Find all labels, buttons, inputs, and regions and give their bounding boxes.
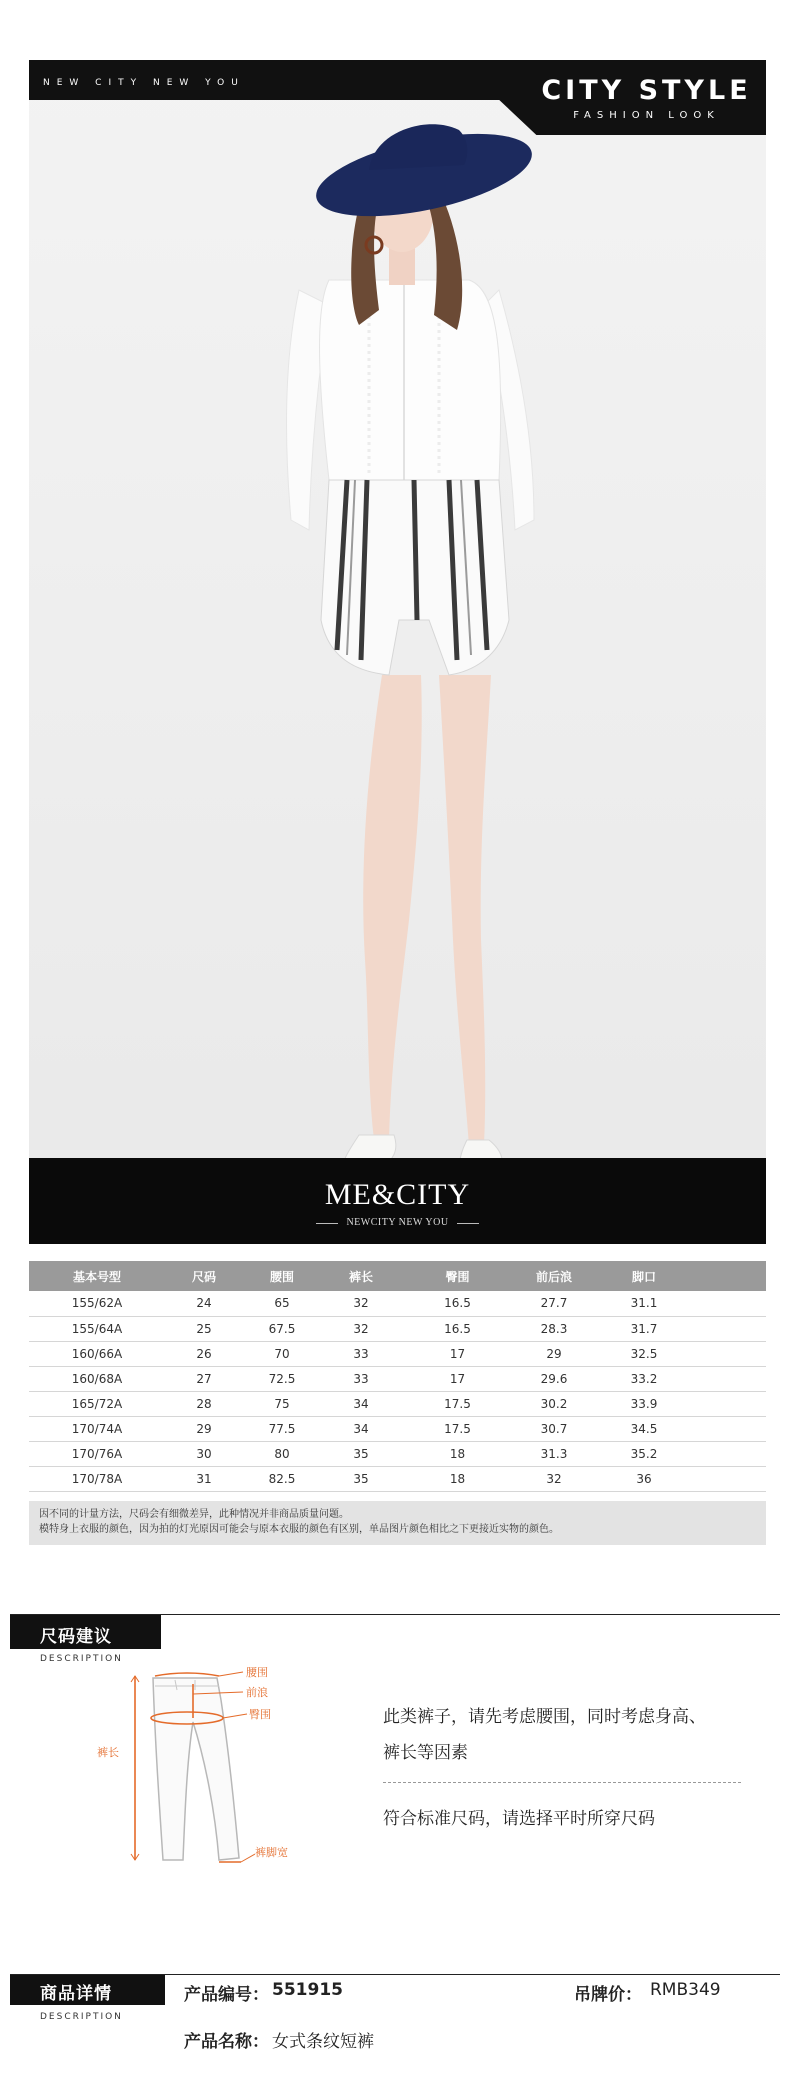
header-cell: 尺码 — [165, 1261, 243, 1291]
header-cell: 前后浪 — [514, 1261, 594, 1291]
header-cell: 裤长 — [321, 1261, 401, 1291]
section-subtitle: DESCRIPTION — [40, 1654, 123, 1664]
table-cell: 29 — [514, 1341, 594, 1366]
table-cell: 17 — [401, 1341, 514, 1366]
table-row — [29, 1391, 766, 1416]
table-row — [29, 1416, 766, 1441]
table-cell-empty — [694, 1466, 766, 1491]
table-cell: 70 — [243, 1341, 321, 1366]
product-name-value: 女式条纹短裤 — [272, 2032, 374, 2052]
size-table — [29, 1261, 766, 1492]
hero-subtitle: FASHION LOOK — [573, 110, 720, 121]
table-cell: 33 — [321, 1366, 401, 1391]
note-line: 因不同的计量方法，尺码会有细微差异，此种情况并非商品质量问题。 — [39, 1509, 349, 1520]
table-cell-empty — [694, 1316, 766, 1341]
table-cell: 18 — [401, 1466, 514, 1491]
section-subtitle: DESCRIPTION — [40, 2012, 123, 2022]
brand-logo: ME&CITY — [324, 1178, 471, 1211]
table-cell-empty — [694, 1341, 766, 1366]
table-cell: 170/76A — [29, 1441, 165, 1466]
label-length: 裤长 — [97, 1746, 119, 1759]
table-cell: 35.2 — [594, 1441, 694, 1466]
table-cell: 28 — [165, 1391, 243, 1416]
product-details-heading — [10, 1975, 165, 2005]
table-cell: 67.5 — [243, 1316, 321, 1341]
note-line: 模特身上衣服的颜色，因为拍的灯光原因可能会与原本衣服的颜色有区别，单品图片颜色相比之下更接近实物的颜色。 — [39, 1524, 559, 1535]
label-waist: 腰围 — [246, 1666, 268, 1679]
section-title: 商品详情 — [40, 1984, 112, 2004]
dashed-divider — [383, 1782, 741, 1783]
table-cell-empty — [694, 1366, 766, 1391]
table-cell-empty — [694, 1291, 766, 1316]
table-cell: 17 — [401, 1366, 514, 1391]
table-cell: 17.5 — [401, 1416, 514, 1441]
label-hip: 臀围 — [249, 1708, 271, 1721]
brand-band — [29, 1158, 766, 1244]
size-table-header — [29, 1261, 766, 1291]
table-cell: 33.2 — [594, 1366, 694, 1391]
brand-tagline: NEWCITY NEW YOU — [346, 1217, 449, 1228]
table-cell: 33 — [321, 1341, 401, 1366]
advice-text: 符合标准尺码，请选择平时所穿尺码 — [383, 1809, 655, 1829]
brand-divider-right — [457, 1223, 479, 1224]
header-cell: 基本号型 — [29, 1261, 165, 1291]
table-cell: 75 — [243, 1391, 321, 1416]
table-cell: 32 — [321, 1291, 401, 1316]
table-cell: 33.9 — [594, 1391, 694, 1416]
model-photo — [29, 60, 766, 1239]
header-cell: 脚口 — [594, 1261, 694, 1291]
table-cell: 27 — [165, 1366, 243, 1391]
table-cell: 26 — [165, 1341, 243, 1366]
header-cell: 腰围 — [243, 1261, 321, 1291]
table-row — [29, 1291, 766, 1316]
table-cell: 72.5 — [243, 1366, 321, 1391]
advice-text: 裤长等因素 — [383, 1743, 468, 1763]
size-note — [29, 1501, 766, 1545]
table-cell: 28.3 — [514, 1316, 594, 1341]
pants-measurement-diagram — [97, 1660, 315, 1875]
label-hem: 裤脚宽 — [255, 1846, 288, 1859]
product-name-label: 产品名称： — [184, 2032, 269, 2052]
table-cell: 16.5 — [401, 1316, 514, 1341]
price-label: 吊牌价： — [574, 1985, 642, 2005]
table-cell: 27.7 — [514, 1291, 594, 1316]
table-cell: 34 — [321, 1416, 401, 1441]
table-cell: 35 — [321, 1466, 401, 1491]
table-cell: 160/68A — [29, 1366, 165, 1391]
product-code-label: 产品编号： — [184, 1985, 269, 2005]
table-cell: 32 — [514, 1466, 594, 1491]
table-cell-empty — [694, 1416, 766, 1441]
price-value: RMB349 — [650, 1980, 721, 2000]
hero-tagline: NEW CITY NEW YOU — [43, 78, 245, 88]
table-cell: 24 — [165, 1291, 243, 1316]
section-title: 尺码建议 — [40, 1627, 112, 1647]
table-row — [29, 1366, 766, 1391]
header-cell: 臀围 — [401, 1261, 514, 1291]
table-cell: 155/64A — [29, 1316, 165, 1341]
table-cell: 32 — [321, 1316, 401, 1341]
table-cell: 17.5 — [401, 1391, 514, 1416]
table-cell: 25 — [165, 1316, 243, 1341]
size-advice-heading — [10, 1615, 161, 1649]
table-cell: 18 — [401, 1441, 514, 1466]
table-cell: 155/62A — [29, 1291, 165, 1316]
table-row — [29, 1316, 766, 1341]
table-cell: 16.5 — [401, 1291, 514, 1316]
table-cell: 30.7 — [514, 1416, 594, 1441]
table-cell: 35 — [321, 1441, 401, 1466]
table-cell: 29.6 — [514, 1366, 594, 1391]
table-cell: 170/78A — [29, 1466, 165, 1491]
table-cell: 32.5 — [594, 1341, 694, 1366]
table-cell: 31.7 — [594, 1316, 694, 1341]
table-cell-empty — [694, 1441, 766, 1466]
table-row — [29, 1466, 766, 1491]
table-cell: 36 — [594, 1466, 694, 1491]
header-cell-empty — [694, 1261, 766, 1291]
table-row — [29, 1341, 766, 1366]
product-code-value: 551915 — [272, 1980, 343, 2000]
table-cell: 34 — [321, 1391, 401, 1416]
table-cell: 160/66A — [29, 1341, 165, 1366]
table-cell: 82.5 — [243, 1466, 321, 1491]
table-cell: 29 — [165, 1416, 243, 1441]
hero-title: CITY STYLE — [541, 75, 752, 106]
advice-text: 此类裤子，请先考虑腰围，同时考虑身高、 — [383, 1707, 706, 1727]
hero-banner — [29, 60, 766, 1239]
table-cell-empty — [694, 1391, 766, 1416]
table-cell: 165/72A — [29, 1391, 165, 1416]
table-cell: 30.2 — [514, 1391, 594, 1416]
table-row — [29, 1441, 766, 1466]
table-cell: 31.1 — [594, 1291, 694, 1316]
label-rise: 前浪 — [246, 1686, 268, 1699]
table-cell: 31.3 — [514, 1441, 594, 1466]
table-cell: 170/74A — [29, 1416, 165, 1441]
table-cell: 80 — [243, 1441, 321, 1466]
table-cell: 77.5 — [243, 1416, 321, 1441]
table-cell: 31 — [165, 1466, 243, 1491]
table-cell: 65 — [243, 1291, 321, 1316]
table-cell: 30 — [165, 1441, 243, 1466]
table-cell: 34.5 — [594, 1416, 694, 1441]
